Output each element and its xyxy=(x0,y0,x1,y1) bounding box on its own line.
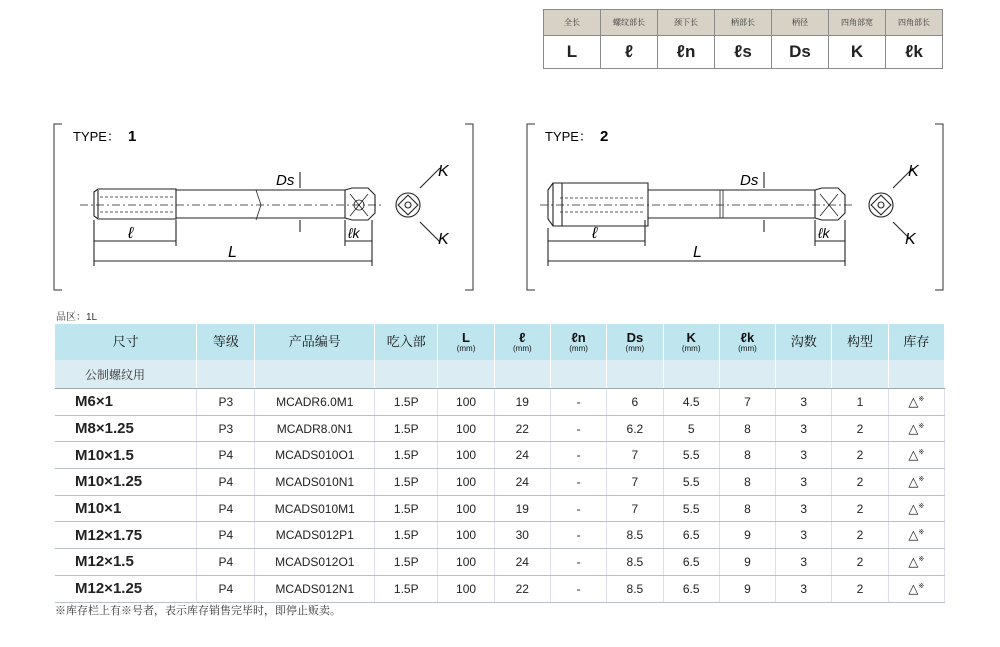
cell-type: 1 xyxy=(832,389,888,416)
legend-header-cell: 四角部长 xyxy=(886,10,943,36)
cell-l: 19 xyxy=(494,389,550,416)
stock-note-mark: ※ xyxy=(918,395,925,403)
column-header-label: 沟数 xyxy=(790,334,817,350)
stock-note-mark: ※ xyxy=(918,502,925,510)
legend-symbol-row xyxy=(544,36,943,69)
column-header-label: Ds xyxy=(626,329,644,345)
cell-l: 24 xyxy=(494,469,550,496)
cell-grade: P4 xyxy=(197,549,255,576)
stock-triangle-icon: △ xyxy=(908,527,919,543)
cell-Ds: 7 xyxy=(607,495,663,522)
cell-Ds: 8.5 xyxy=(607,549,663,576)
stock-triangle-icon: △ xyxy=(908,500,919,516)
stock-note-mark: ※ xyxy=(918,422,925,430)
legend-header-cell: 颈下长 xyxy=(658,10,715,36)
group-label: 公制螺纹用 xyxy=(55,360,197,389)
cell-ln: - xyxy=(550,522,606,549)
type1-k-bottom-symbol: K xyxy=(438,231,449,248)
column-header-unit: (mm) xyxy=(738,343,757,353)
cell-K: 5 xyxy=(663,415,719,442)
cell-size: M12×1.5 xyxy=(55,549,197,576)
cell-K: 6.5 xyxy=(663,522,719,549)
column-header-unit: (mm) xyxy=(625,343,645,353)
type2-L-symbol: L xyxy=(693,244,702,261)
cell-K: 6.5 xyxy=(663,549,719,576)
cell-stock xyxy=(888,389,944,416)
type1-lk-symbol: ℓk xyxy=(348,225,360,241)
legend-header-row xyxy=(544,10,943,36)
stock-triangle-icon: △ xyxy=(908,473,919,489)
table-row xyxy=(55,442,945,469)
column-header-label: ℓn xyxy=(571,329,586,345)
stock-triangle-icon: △ xyxy=(908,580,919,596)
table-row xyxy=(55,469,945,496)
column-header xyxy=(832,324,888,360)
cell-l: 24 xyxy=(494,549,550,576)
cell-lk: 9 xyxy=(719,549,775,576)
cell-L: 100 xyxy=(438,522,494,549)
cell-code: MCADS010O1 xyxy=(255,442,375,469)
type1-k-top-symbol: K xyxy=(438,163,449,180)
column-header xyxy=(776,324,832,360)
cell-code: MCADS012N1 xyxy=(255,575,375,602)
legend-symbol-cell: ℓs xyxy=(715,36,772,69)
cell-ln: - xyxy=(550,389,606,416)
stock-note-mark: ※ xyxy=(918,582,925,590)
type1-ds-symbol: Ds xyxy=(276,172,295,189)
cell-type: 2 xyxy=(832,415,888,442)
cell-Ds: 7 xyxy=(607,442,663,469)
cell-type: 2 xyxy=(832,442,888,469)
type2-lk-symbol: ℓk xyxy=(818,225,830,241)
stock-note-mark: ※ xyxy=(918,555,925,563)
cell-grade: P4 xyxy=(197,575,255,602)
cell-L: 100 xyxy=(438,549,494,576)
column-header xyxy=(375,324,438,360)
cell-stock xyxy=(888,415,944,442)
cell-bite: 1.5P xyxy=(375,442,438,469)
table-row xyxy=(55,549,945,576)
cell-type: 2 xyxy=(832,495,888,522)
cell-ln: - xyxy=(550,469,606,496)
type1-l-symbol: ℓ xyxy=(128,225,134,242)
type2-bracket-right xyxy=(935,124,943,290)
cell-L: 100 xyxy=(438,442,494,469)
cell-type: 2 xyxy=(832,575,888,602)
cell-lk: 9 xyxy=(719,575,775,602)
cell-L: 100 xyxy=(438,415,494,442)
cell-lk: 8 xyxy=(719,495,775,522)
type2-number: 2 xyxy=(600,128,609,145)
spec-table xyxy=(55,324,945,603)
cell-bite: 1.5P xyxy=(375,389,438,416)
legend-symbol-cell: ℓ xyxy=(601,36,658,69)
cell-grade: P4 xyxy=(197,469,255,496)
cell-K: 5.5 xyxy=(663,495,719,522)
column-header-label: 产品编号 xyxy=(288,334,341,350)
cell-type: 2 xyxy=(832,522,888,549)
symbol-legend-table xyxy=(543,9,943,69)
cell-ln: - xyxy=(550,495,606,522)
legend-header-cell: 全长 xyxy=(544,10,601,36)
type1-bracket-right xyxy=(465,124,473,290)
cell-L: 100 xyxy=(438,389,494,416)
spec-header-row xyxy=(55,324,945,360)
legend-symbol-cell: L xyxy=(544,36,601,69)
cell-l: 24 xyxy=(494,442,550,469)
cell-lk: 9 xyxy=(719,522,775,549)
column-header xyxy=(55,324,197,360)
cell-code: MCADS012P1 xyxy=(255,522,375,549)
cell-flutes: 3 xyxy=(776,495,832,522)
legend-symbol-cell: Ds xyxy=(772,36,829,69)
cell-Ds: 7 xyxy=(607,469,663,496)
cell-size: M8×1.25 xyxy=(55,415,197,442)
legend-symbol-cell: K xyxy=(829,36,886,69)
column-header-label: 尺寸 xyxy=(112,334,139,350)
column-header xyxy=(438,324,494,360)
cell-flutes: 3 xyxy=(776,575,832,602)
cell-type: 2 xyxy=(832,469,888,496)
cell-flutes: 3 xyxy=(776,522,832,549)
cell-grade: P4 xyxy=(197,442,255,469)
column-header xyxy=(888,324,944,360)
cell-l: 30 xyxy=(494,522,550,549)
cell-stock xyxy=(888,469,944,496)
table-row xyxy=(55,495,945,522)
column-header-label: ℓ xyxy=(519,329,526,345)
cell-Ds: 8.5 xyxy=(607,575,663,602)
type2-k-top-symbol: K xyxy=(908,163,919,180)
type2-tap-drawing xyxy=(540,168,913,266)
cell-Ds: 6.2 xyxy=(607,415,663,442)
cell-bite: 1.5P xyxy=(375,469,438,496)
cell-stock xyxy=(888,549,944,576)
cell-L: 100 xyxy=(438,495,494,522)
zone-note: 品区：1L xyxy=(56,312,98,323)
column-header xyxy=(663,324,719,360)
cell-Ds: 8.5 xyxy=(607,522,663,549)
column-header-label: 等级 xyxy=(212,334,239,350)
column-header-label: 构型 xyxy=(846,334,873,350)
cell-flutes: 3 xyxy=(776,389,832,416)
cell-code: MCADS010M1 xyxy=(255,495,375,522)
cell-ln: - xyxy=(550,442,606,469)
stock-triangle-icon: △ xyxy=(908,447,919,463)
table-row xyxy=(55,522,945,549)
cell-K: 5.5 xyxy=(663,442,719,469)
tap-diagrams xyxy=(0,110,1000,300)
cell-lk: 7 xyxy=(719,389,775,416)
cell-bite: 1.5P xyxy=(375,549,438,576)
column-header-label: L xyxy=(462,329,470,345)
cell-flutes: 3 xyxy=(776,442,832,469)
cell-lk: 8 xyxy=(719,442,775,469)
cell-code: MCADS010N1 xyxy=(255,469,375,496)
column-header-unit: (mm) xyxy=(569,343,588,353)
type2-l-symbol: ℓ xyxy=(592,225,598,242)
cell-bite: 1.5P xyxy=(375,415,438,442)
table-row xyxy=(55,575,945,602)
cell-l: 19 xyxy=(494,495,550,522)
stock-note-mark: ※ xyxy=(918,475,925,483)
cell-L: 100 xyxy=(438,469,494,496)
cell-K: 5.5 xyxy=(663,469,719,496)
legend-header-cell: 四角部宽 xyxy=(829,10,886,36)
column-header-label: K xyxy=(686,329,696,345)
table-row xyxy=(55,389,945,416)
cell-flutes: 3 xyxy=(776,469,832,496)
stock-triangle-icon: △ xyxy=(908,553,919,569)
cell-size: M12×1.25 xyxy=(55,575,197,602)
cell-code: MCADR8.0N1 xyxy=(255,415,375,442)
cell-l: 22 xyxy=(494,415,550,442)
cell-stock xyxy=(888,575,944,602)
legend-header-cell: 螺纹部长 xyxy=(601,10,658,36)
cell-grade: P3 xyxy=(197,389,255,416)
type1-L-symbol: L xyxy=(228,244,237,261)
cell-code: MCADR6.0M1 xyxy=(255,389,375,416)
type1-number: 1 xyxy=(128,128,137,145)
stock-note-mark: ※ xyxy=(918,529,925,537)
legend-header-cell: 柄部长 xyxy=(715,10,772,36)
column-header-label: 库存 xyxy=(903,334,930,350)
cell-size: M12×1.75 xyxy=(55,522,197,549)
table-row xyxy=(55,415,945,442)
cell-K: 4.5 xyxy=(663,389,719,416)
cell-size: M10×1 xyxy=(55,495,197,522)
legend-symbol-cell: ℓn xyxy=(658,36,715,69)
cell-flutes: 3 xyxy=(776,415,832,442)
type1-bracket-left xyxy=(54,124,62,290)
column-header-label: 吃入部 xyxy=(386,334,426,350)
cell-size: M10×1.5 xyxy=(55,442,197,469)
cell-flutes: 3 xyxy=(776,549,832,576)
column-header xyxy=(719,324,775,360)
cell-Ds: 6 xyxy=(607,389,663,416)
cell-stock xyxy=(888,442,944,469)
stock-triangle-icon: △ xyxy=(908,420,919,436)
column-header xyxy=(255,324,375,360)
stock-note-mark: ※ xyxy=(918,449,925,457)
cell-size: M6×1 xyxy=(55,389,197,416)
type2-ds-symbol: Ds xyxy=(740,172,759,189)
cell-bite: 1.5P xyxy=(375,522,438,549)
cell-grade: P3 xyxy=(197,415,255,442)
column-header-unit: (mm) xyxy=(512,343,532,353)
column-header-unit: (mm) xyxy=(681,343,701,353)
column-header-label: ℓk xyxy=(740,329,755,345)
type2-bracket-left xyxy=(527,124,535,290)
cell-ln: - xyxy=(550,575,606,602)
cell-stock xyxy=(888,522,944,549)
cell-lk: 8 xyxy=(719,469,775,496)
legend-header-cell: 柄径 xyxy=(772,10,829,36)
group-row xyxy=(55,360,945,389)
type1-label: TYPE： xyxy=(73,129,120,144)
footnote: ※库存栏上有※号者，表示库存销售完毕时，即停止贩卖。 xyxy=(55,605,341,617)
type2-k-bottom-symbol: K xyxy=(905,231,916,248)
cell-L: 100 xyxy=(438,575,494,602)
column-header xyxy=(607,324,663,360)
cell-K: 6.5 xyxy=(663,575,719,602)
cell-ln: - xyxy=(550,549,606,576)
cell-bite: 1.5P xyxy=(375,575,438,602)
cell-l: 22 xyxy=(494,575,550,602)
column-header xyxy=(197,324,255,360)
cell-stock xyxy=(888,495,944,522)
legend-symbol-cell: ℓk xyxy=(886,36,943,69)
stock-triangle-icon: △ xyxy=(908,393,919,409)
cell-type: 2 xyxy=(832,549,888,576)
cell-lk: 8 xyxy=(719,415,775,442)
cell-bite: 1.5P xyxy=(375,495,438,522)
cell-grade: P4 xyxy=(197,495,255,522)
cell-code: MCADS012O1 xyxy=(255,549,375,576)
cell-ln: - xyxy=(550,415,606,442)
type1-tap-drawing xyxy=(80,168,440,266)
type2-label: TYPE： xyxy=(545,129,592,144)
column-header-unit: (mm) xyxy=(456,343,476,353)
cell-grade: P4 xyxy=(197,522,255,549)
column-header xyxy=(494,324,550,360)
column-header xyxy=(550,324,606,360)
cell-size: M10×1.25 xyxy=(55,469,197,496)
